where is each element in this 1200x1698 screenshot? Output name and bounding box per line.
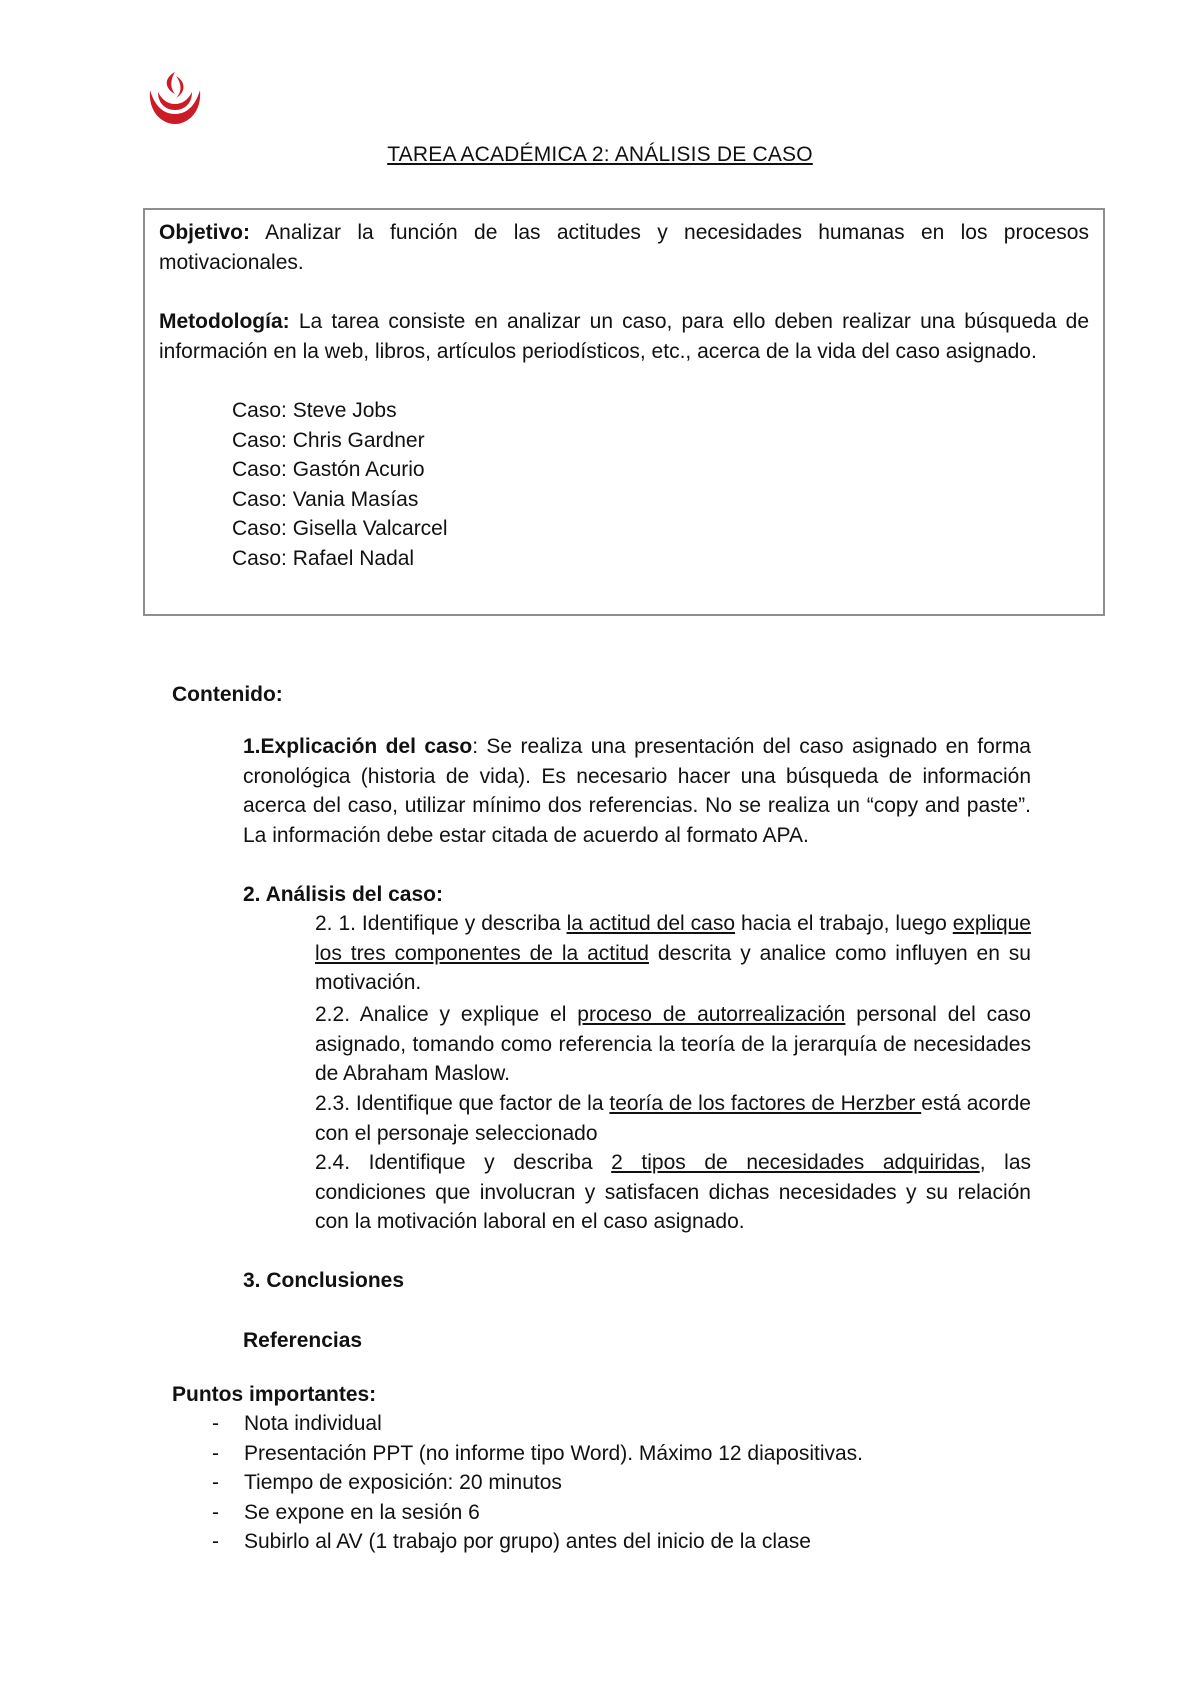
conclusiones-heading: 3. Conclusiones xyxy=(243,1269,405,1292)
university-logo-icon xyxy=(146,70,204,126)
contenido-heading: Contenido: xyxy=(172,683,283,706)
bullet-dash: - xyxy=(212,1530,219,1553)
explicacion-text: : Se realiza una presentación del caso asignado en forma cronológica (historia de vida). Es necesario hacer una búsqueda de información acerca del caso, utilizar mínimo dos referencias. No se realiza un “copy and paste”. La información debe estar citada de acuerdo al formato APA. xyxy=(243,735,1031,847)
caso-item: Caso: Vania Masías xyxy=(232,487,419,511)
caso-item: Caso: Rafael Nadal xyxy=(232,546,415,570)
explicacion-paragraph xyxy=(243,732,1031,850)
subitem-2-3-text: 2.3. Identifique que factor de la xyxy=(315,1092,610,1115)
punto-item: Se expone en la sesión 6 xyxy=(244,1500,480,1524)
metodologia-paragraph xyxy=(159,307,1089,366)
metodologia-label: Metodología: xyxy=(159,310,290,333)
objetivo-paragraph xyxy=(159,218,1089,277)
subitem-2-3-underline: teoría de los factores de Herzber xyxy=(609,1092,922,1115)
subitem-2-1-text: descrita y analice como influyen en su motivación. xyxy=(315,941,1031,994)
referencias-heading: Referencias xyxy=(243,1329,363,1352)
subitem-2-2 xyxy=(315,1000,1031,1089)
punto-item: Presentación PPT (no informe tipo Word). Máximo 12 diapositivas. xyxy=(244,1441,863,1465)
subitem-2-4-text: 2.4. Identifique y describa xyxy=(315,1151,612,1174)
subitem-2-2-text: 2.2. Analice y explique el xyxy=(315,1003,578,1026)
explicacion-label: 1.Explicación del caso xyxy=(243,735,473,758)
subitem-2-3 xyxy=(315,1089,1031,1148)
caso-item: Caso: Steve Jobs xyxy=(232,399,397,422)
subitem-2-2-underline: proceso de autorrealización xyxy=(577,1003,846,1026)
subitem-2-3-text: está acorde con el personaje seleccionado xyxy=(315,1092,1031,1145)
punto-item: Tiempo de exposición: 20 minutos xyxy=(244,1471,562,1494)
subitem-2-1-text: hacia el trabajo, luego xyxy=(735,912,953,935)
punto-item: Subirlo al AV (1 trabajo por grupo) antes del inicio de la clase xyxy=(244,1530,811,1553)
bullet-dash: - xyxy=(212,1441,219,1465)
objetivo-text: Analizar la función de las actitudes y necesidades humanas en los procesos motivacionales. xyxy=(159,221,1089,274)
subitem-2-1-text: 2. 1. Identifique y describa xyxy=(315,912,567,935)
analisis-heading: 2. Análisis del caso: xyxy=(243,883,443,906)
punto-item: Nota individual xyxy=(244,1412,382,1435)
page-title: TAREA ACADÉMICA 2: ANÁLISIS DE CASO xyxy=(387,143,813,166)
subitem-2-4-underline: 2 tipos de necesidades adquiridas xyxy=(611,1151,980,1174)
metodologia-text: La tarea consiste en analizar un caso, para ello deben realizar una búsqueda de información en la web, libros, artículos periodísticos, etc., acerca de la vida del caso asignado. xyxy=(159,310,1089,363)
bullet-dash: - xyxy=(212,1412,219,1435)
caso-item: Caso: Gisella Valcarcel xyxy=(232,517,448,540)
puntos-heading: Puntos importantes: xyxy=(172,1383,377,1406)
caso-item: Caso: Chris Gardner xyxy=(232,428,425,452)
subitem-2-4-text: , las condiciones que involucran y satisfacen dichas necesidades y su relación con la motivación laboral en el caso asignado. xyxy=(315,1151,1031,1233)
subitem-2-1-underline-actitud: la actitud del caso xyxy=(566,912,736,935)
objetivo-label: Objetivo: xyxy=(159,221,251,244)
subitem-2-1 xyxy=(315,909,1031,998)
bullet-dash: - xyxy=(212,1471,219,1494)
caso-item: Caso: Gastón Acurio xyxy=(232,458,425,481)
subitem-2-4 xyxy=(315,1148,1031,1237)
bullet-dash: - xyxy=(212,1500,219,1524)
subitem-2-1-underline-componentes: explique los tres componentes de la actitud xyxy=(315,912,1031,965)
subitem-2-2-text: personal del caso asignado, tomando como referencia la teoría de la jerarquía de necesidades de Abraham Maslow. xyxy=(315,1003,1031,1085)
